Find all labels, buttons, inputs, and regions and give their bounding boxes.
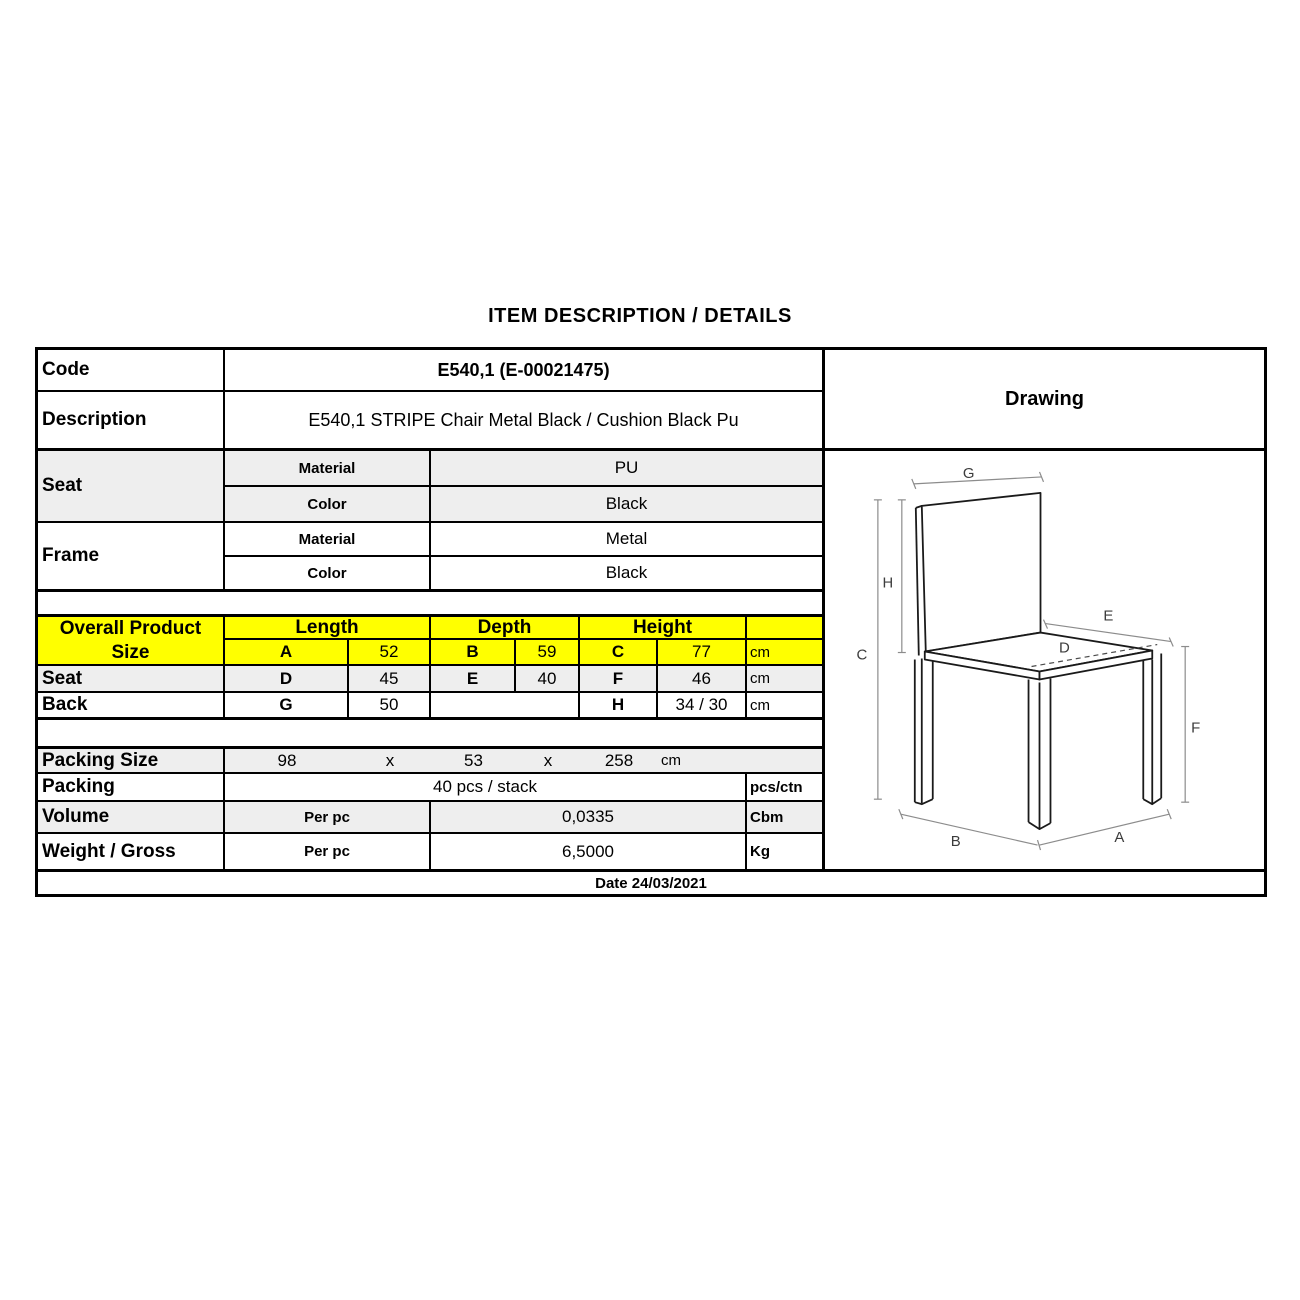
dim-label-e: E (1103, 607, 1114, 625)
chair-backrest (916, 493, 1041, 656)
date-row (38, 869, 1264, 894)
packing-size-v2: 53 (464, 750, 483, 770)
seat-material-row (225, 451, 822, 487)
overall-b-letter: B (431, 640, 516, 664)
volume-unit: Cbm (750, 808, 784, 826)
overall-size-row (225, 640, 822, 664)
seat-section-grid (225, 451, 822, 521)
drawing-canvas (825, 451, 1264, 869)
overall-a-letter: A (225, 640, 349, 664)
spec-table-body (38, 350, 1264, 869)
drawing-panel (825, 350, 1264, 869)
seat-size-unit: cm (750, 670, 770, 687)
weight-row (38, 834, 822, 869)
seat-section (38, 451, 822, 523)
seat-f-letter: F (580, 666, 658, 691)
description-value: E540,1 STRIPE Chair Metal Black / Cushion Black Pu (308, 409, 739, 430)
seat-color-value: Black (605, 494, 648, 513)
packing-size-unit: cm (661, 752, 681, 769)
spec-left-section (38, 350, 825, 869)
overall-b-value: 59 (516, 640, 580, 664)
overall-product-line2: Size (111, 641, 150, 663)
code-label: Code (38, 350, 225, 390)
frame-section-grid (225, 523, 822, 589)
overall-unit: cm (750, 643, 770, 661)
size-header-section (38, 617, 822, 666)
seat-color-row (225, 487, 822, 521)
volume-row (38, 802, 822, 834)
height-header: Height (580, 617, 747, 638)
dim-label-h: H (882, 574, 894, 592)
chair-drawing (825, 451, 1264, 869)
seat-d-value: 45 (349, 666, 431, 691)
weight-value: 6,5000 (431, 834, 747, 869)
spec-table (35, 347, 1267, 897)
frame-section-label: Frame (38, 523, 225, 589)
back-g-value: 50 (349, 693, 431, 717)
packing-size-v1: 98 (277, 750, 297, 770)
dim-label-c: C (856, 646, 868, 664)
description-row (38, 392, 822, 451)
drawing-header: Drawing (825, 350, 1264, 451)
seat-material-label: Material (225, 451, 431, 485)
seat-e-letter: E (431, 666, 516, 691)
volume-label: Volume (38, 802, 225, 832)
dim-label-f: F (1191, 719, 1201, 737)
overall-product-line1: Overall Product (59, 617, 202, 639)
packing-size-x1: x (385, 750, 395, 770)
code-value: E540,1 (E-00021475) (437, 359, 610, 380)
frame-color-label: Color (225, 557, 431, 589)
description-label: Description (38, 392, 225, 448)
packing-label: Packing (38, 774, 225, 800)
overall-a-value: 52 (349, 640, 431, 664)
seat-color-label: Color (225, 487, 431, 521)
back-h-letter: H (580, 693, 658, 717)
weight-per-pc: Per pc (225, 834, 431, 869)
seat-size-label: Seat (38, 666, 225, 691)
spacer-row-2 (38, 720, 822, 749)
back-size-row (38, 693, 822, 720)
back-size-unit: cm (750, 696, 770, 714)
seat-size-row (38, 666, 822, 693)
depth-header: Depth (431, 617, 580, 638)
dim-label-b: B (950, 833, 961, 851)
length-header: Length (225, 617, 431, 638)
volume-per-pc: Per pc (225, 802, 431, 832)
seat-section-label: Seat (38, 451, 225, 521)
packing-size-row (38, 749, 822, 774)
packing-size-v3: 258 (604, 750, 634, 770)
dim-label-a: A (1114, 829, 1125, 847)
overall-product-size-label (38, 617, 225, 664)
spacer-row-1 (38, 592, 822, 617)
packing-row (38, 774, 822, 802)
packing-value: 40 pcs / stack (225, 774, 747, 800)
dim-label-g: G (962, 464, 975, 482)
back-size-label: Back (38, 693, 225, 717)
dim-label-d: D (1059, 639, 1070, 657)
frame-material-value: Metal (605, 529, 648, 548)
date-value: Date 24/03/2021 (595, 874, 707, 892)
overall-c-value: 77 (658, 640, 747, 664)
volume-value: 0,0335 (431, 802, 747, 832)
weight-unit: Kg (750, 843, 770, 860)
seat-f-value: 46 (658, 666, 747, 691)
back-h-value: 34 / 30 (658, 693, 747, 717)
size-header-grid (225, 617, 822, 664)
weight-label: Weight / Gross (38, 834, 225, 869)
overall-c-letter: C (580, 640, 658, 664)
packing-size-label: Packing Size (38, 749, 225, 772)
frame-section (38, 523, 822, 592)
seat-e-value: 40 (516, 666, 580, 691)
frame-color-row (225, 557, 822, 589)
frame-color-value: Black (605, 563, 648, 582)
seat-d-letter: D (225, 666, 349, 691)
size-header-unit-spacer (747, 617, 822, 638)
seat-material-value: PU (614, 458, 639, 477)
packing-unit: pcs/ctn (750, 778, 803, 796)
frame-material-label: Material (225, 523, 431, 555)
frame-material-row (225, 523, 822, 557)
back-depth-empty-cell (431, 693, 580, 717)
code-row (38, 350, 822, 392)
back-g-letter: G (225, 693, 349, 717)
packing-size-x2: x (543, 750, 553, 770)
size-dim-header-row (225, 617, 822, 640)
page-title: ITEM DESCRIPTION / DETAILS (488, 305, 792, 327)
